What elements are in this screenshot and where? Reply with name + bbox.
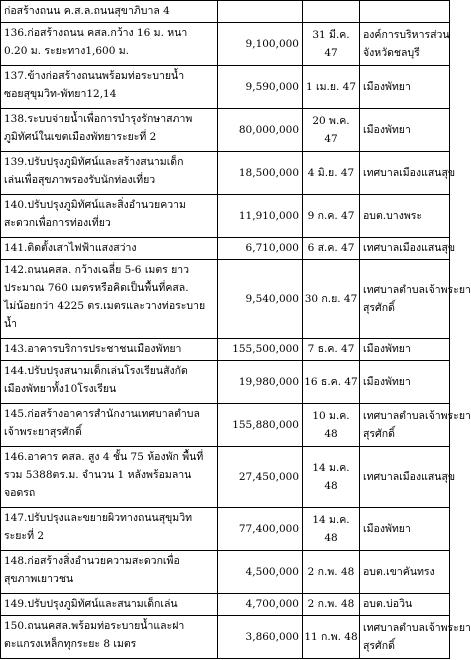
agency-text-line: สุรศักดิ์ bbox=[363, 427, 395, 440]
project-text-line: รวม 5388ตร.ม. จำนวน 1 หลังพร้อมลาน bbox=[4, 469, 192, 481]
agency-text-line: เมืองพัทยา bbox=[363, 522, 411, 535]
budget-amount: 18,500,000 bbox=[218, 152, 303, 195]
project-text-line: 0.20 ม. ระยะทาง1,600 ม. bbox=[4, 45, 129, 57]
project-text-line: ไม่น้อยกว่า 4225 ตร.เมตรและวางท่อระบาย bbox=[4, 300, 206, 312]
table-row bbox=[1, 508, 450, 551]
budget-amount: 3,860,000 bbox=[218, 616, 303, 659]
project-text-line: 148.ก่อสร้างสิ่งอำนวยความสะดวกเพื่อ bbox=[4, 555, 180, 567]
agency-cell bbox=[360, 109, 450, 152]
agency-text-line: เทศบาลเมืองแสนสุข bbox=[363, 166, 456, 179]
project-cell bbox=[1, 195, 218, 238]
agency-text-line: อบต.บ่อวิน bbox=[363, 598, 413, 610]
project-cell bbox=[1, 594, 218, 616]
budget-amount: 155,500,000 bbox=[218, 339, 303, 361]
agency-cell bbox=[360, 616, 471, 659]
project-text-line: ประมาณ 760 เมตรหรือคิดเป็นพื้นที่คสล. bbox=[4, 282, 189, 294]
contract-date: 14 ม.ค. 48 bbox=[303, 508, 360, 551]
agency-text-line: เทศบาลเมืองแสนสุข bbox=[363, 470, 456, 483]
agency-text-line: เทศบาลตำบลเจ้าพระยา bbox=[363, 409, 471, 422]
project-text-line: 150.ถนนคสล.พร้อมท่อระบายน้ำและฝา bbox=[4, 620, 185, 632]
contract-date: 31 มี.ค. 47 bbox=[303, 23, 360, 66]
budget-amount: 11,910,000 bbox=[218, 195, 303, 238]
project-cell bbox=[1, 361, 218, 404]
project-text-line: 147.ปรับปรุงและขยายผิวทางถนนสุขุมวิท bbox=[4, 512, 193, 524]
agency-cell bbox=[360, 195, 450, 238]
project-text-line: จอดรถ bbox=[4, 487, 36, 499]
agency-cell bbox=[360, 551, 450, 594]
agency-cell bbox=[360, 339, 450, 361]
project-text-line: 138.ระบบจ่ายน้ำเพื่อการบำรุงรักษาสภาพ bbox=[4, 113, 193, 125]
agency-text-line: เทศบาลเมืองแสนสุข bbox=[363, 242, 456, 254]
table-row bbox=[1, 238, 450, 260]
budget-amount: 27,450,000 bbox=[218, 447, 303, 508]
agency-cell bbox=[360, 152, 456, 195]
contract-date: 4 มิ.ย. 47 bbox=[303, 152, 360, 195]
table-row bbox=[1, 23, 450, 66]
project-text-line: 143.อาคารบริการประชาชนเมืองพัทยา bbox=[4, 343, 182, 355]
budget-amount: 9,100,000 bbox=[218, 23, 303, 66]
project-cell bbox=[1, 238, 218, 260]
agency-text-line: จังหวัดชลบุรี bbox=[363, 46, 420, 59]
agency-text-line: สุรศักดิ์ bbox=[363, 639, 395, 652]
project-text-line: 149.ปรับปรุงภูมิทัศน์และสนามเด็กเล่น bbox=[4, 598, 178, 610]
contract-date: 11 ก.พ. 48 bbox=[303, 616, 360, 659]
agency-text-line: เทศบาลตำบลเจ้าพระยา bbox=[363, 621, 471, 634]
project-text-line: 139.ปรับปรุงภูมิทัศน์และสร้างสนามเด็ก bbox=[4, 156, 184, 168]
budget-amount: 77,400,000 bbox=[218, 508, 303, 551]
agency-text-line: เทศบาลตำบลเจ้าพระยา bbox=[363, 283, 471, 296]
project-text-line: น้ำ bbox=[4, 318, 18, 330]
project-cell bbox=[1, 260, 218, 339]
contract-date bbox=[303, 1, 360, 23]
project-text-line: ก่อสร้างถนน ค.ส.ล.ถนนสุขาภิบาล 4 bbox=[4, 5, 170, 17]
agency-cell bbox=[360, 594, 450, 616]
contract-date: 6 ส.ค. 47 bbox=[303, 238, 360, 260]
project-cell bbox=[1, 66, 218, 109]
project-text-line: 137.ข้างก่อสร้างถนนพร้อมท่อระบายน้ำ bbox=[4, 70, 185, 82]
budget-amount: 4,700,000 bbox=[218, 594, 303, 616]
agency-cell bbox=[360, 404, 471, 447]
budget-amount: 19,980,000 bbox=[218, 361, 303, 404]
agency-text-line: เมืองพัทยา bbox=[363, 343, 411, 355]
budget-amount: 4,500,000 bbox=[218, 551, 303, 594]
project-cell bbox=[1, 1, 218, 23]
table-row bbox=[1, 260, 450, 339]
agency-cell bbox=[360, 1, 450, 23]
contract-date: 2 ก.พ. 48 bbox=[303, 551, 360, 594]
project-text-line: 140.ปรับปรุงภูมิทัศน์และสิ่งอำนวยความ bbox=[4, 199, 186, 211]
contract-date: 9 ก.ค. 47 bbox=[303, 195, 360, 238]
table-row bbox=[1, 447, 450, 508]
project-text-line: ระยะที่ 2 bbox=[4, 530, 45, 542]
contract-date: 1 เม.ย. 47 bbox=[303, 66, 360, 109]
project-cell bbox=[1, 109, 218, 152]
agency-text-line: อบต.เขาคันทรง bbox=[363, 565, 435, 578]
project-cell bbox=[1, 23, 218, 66]
agency-cell bbox=[360, 66, 450, 109]
contract-date: 2 ก.พ. 48 bbox=[303, 594, 360, 616]
agency-cell bbox=[360, 260, 471, 339]
project-text-line: สุขภาพเยาวชน bbox=[4, 573, 74, 585]
project-cell bbox=[1, 339, 218, 361]
agency-cell bbox=[360, 361, 450, 404]
project-text-line: เมืองพัทยาทั้ง10โรงเรียน bbox=[4, 383, 117, 395]
project-cell bbox=[1, 152, 218, 195]
projects-table-body bbox=[1, 1, 471, 659]
agency-text-line: เมืองพัทยา bbox=[363, 375, 411, 388]
project-text-line: 142.ถนนคสล. กว้างเฉลี่ย 5-6 เมตร ยาว bbox=[4, 264, 190, 276]
agency-text-line: เมืองพัทยา bbox=[363, 80, 411, 93]
project-text-line: 145.ก่อสร้างอาคารสำนักงานเทศบาลตำบล bbox=[4, 408, 200, 420]
table-row bbox=[1, 616, 450, 659]
agency-text-line: สุรศักดิ์ bbox=[363, 301, 395, 314]
project-text-line: เจ้าพระยาสุรศักดิ์ bbox=[4, 426, 82, 438]
contract-date: 16 ธ.ค. 47 bbox=[303, 361, 360, 404]
contract-date: 20 พ.ค. 47 bbox=[303, 109, 360, 152]
table-row bbox=[1, 66, 450, 109]
project-cell bbox=[1, 447, 218, 508]
agency-text-line: องค์การบริหารส่วน bbox=[363, 28, 450, 41]
project-text-line: เล่นเพื่อสุขภาพรองรับนักท่องเที่ยว bbox=[4, 174, 156, 186]
budget-amount: 80,000,000 bbox=[218, 109, 303, 152]
table-row bbox=[1, 361, 450, 404]
budget-amount: 155,880,000 bbox=[218, 404, 303, 447]
agency-cell bbox=[360, 447, 456, 508]
project-text-line: 136.ก่อสร้างถนน คสล.กว้าง 16 ม. หนา bbox=[4, 27, 188, 39]
agency-cell bbox=[360, 508, 450, 551]
table-row bbox=[1, 109, 450, 152]
contract-date: 7 ธ.ค. 47 bbox=[303, 339, 360, 361]
budget-amount: 9,540,000 bbox=[218, 260, 303, 339]
table-row bbox=[1, 339, 450, 361]
contract-date: 30 ก.ย. 47 bbox=[303, 260, 360, 339]
project-text-line: 141.ติดตั้งเสาไฟฟ้าแสงสว่าง bbox=[4, 242, 137, 254]
table-row bbox=[1, 594, 450, 616]
table-row bbox=[1, 152, 450, 195]
budget-amount: 6,710,000 bbox=[218, 238, 303, 260]
agency-cell bbox=[360, 238, 456, 260]
project-text-line: 144.ปรับปรุงสนามเด็กเล่นโรงเรียนสังกัด bbox=[4, 365, 188, 377]
project-text-line: ตะแกรงเหล็กทุกระยะ 8 เมตร bbox=[4, 638, 137, 650]
agency-cell bbox=[360, 23, 450, 66]
project-cell bbox=[1, 551, 218, 594]
project-text-line: ซอยสุขุมวิท-พัทยา12,14 bbox=[4, 88, 117, 100]
budget-amount: 9,590,000 bbox=[218, 66, 303, 109]
project-text-line: สะดวกเพื่อการท่องเที่ยว bbox=[4, 217, 111, 229]
contract-date: 10 ม.ค. 48 bbox=[303, 404, 360, 447]
table-row bbox=[1, 1, 450, 23]
project-cell bbox=[1, 508, 218, 551]
project-text-line: 146.อาคาร คสล. สูง 4 ชั้น 75 ห้องพัก พื้นที่ bbox=[4, 451, 204, 463]
table-row bbox=[1, 195, 450, 238]
project-cell bbox=[1, 404, 218, 447]
project-text-line: ภูมิทัศน์ในเขตเมืองพัทยาระยะที่ 2 bbox=[4, 131, 157, 143]
project-cell bbox=[1, 616, 218, 659]
table-row bbox=[1, 551, 450, 594]
budget-amount bbox=[218, 1, 303, 23]
agency-text-line: เมืองพัทยา bbox=[363, 123, 411, 136]
agency-text-line: อบต.บางพระ bbox=[363, 209, 423, 222]
table-row bbox=[1, 404, 450, 447]
contract-date: 14 ม.ค. 48 bbox=[303, 447, 360, 508]
